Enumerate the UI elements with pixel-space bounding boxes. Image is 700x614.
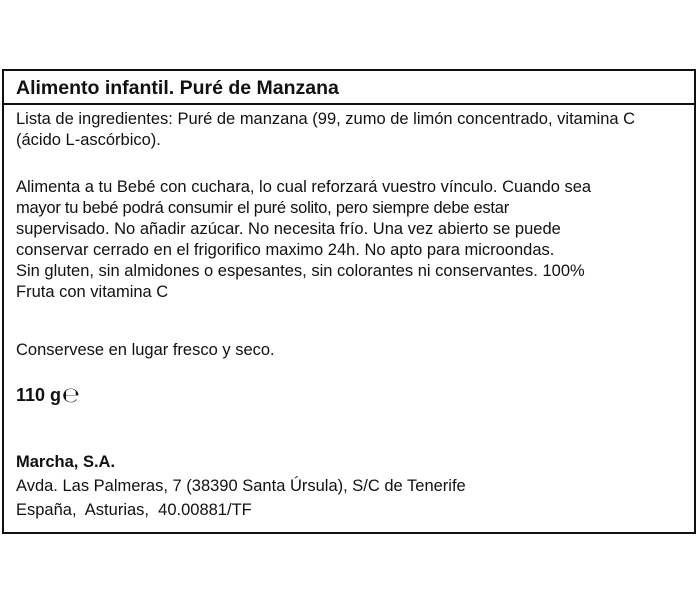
net-weight: [16, 385, 80, 406]
product-title: Alimento infantil. Puré de Manzana: [4, 71, 694, 105]
company-address-line2: España, Asturias, 40.00881/TF: [16, 501, 252, 519]
usage-line: Alimenta a tu Bebé con cuchara, lo cual reforzará vuestro vínculo. Cuando sea: [16, 178, 592, 196]
ingredients-list: Lista de ingredientes: Puré de manzana (99, zumo de limón concentrado, vitamina C (ácido L-ascórbico).: [16, 110, 636, 149]
product-label: [2, 69, 696, 534]
net-weight-value: 110 g: [16, 385, 62, 405]
storage-instructions: Conservese en lugar fresco y seco.: [16, 341, 275, 359]
usage-line: mayor tu bebé podrá consumir el puré solito, pero siempre debe estar: [16, 199, 509, 217]
usage-line: conservar cerrado en el frigorifico maximo 24h. No apto para microondas.: [16, 241, 555, 259]
estimated-sign-icon: ℮: [62, 383, 80, 407]
usage-line: Sin gluten, sin almidones o espesantes, sin colorantes ni conservantes. 100%: [16, 262, 585, 280]
usage-line: Fruta con vitamina C: [16, 283, 169, 301]
company-address-line1: Avda. Las Palmeras, 7 (38390 Santa Úrsula), S/C de Tenerife: [16, 477, 466, 495]
company-name: Marcha, S.A.: [16, 453, 116, 471]
usage-line: supervisado. No añadir azúcar. No necesita frío. Una vez abierto se puede: [16, 220, 561, 238]
usage-instructions: [16, 177, 676, 303]
